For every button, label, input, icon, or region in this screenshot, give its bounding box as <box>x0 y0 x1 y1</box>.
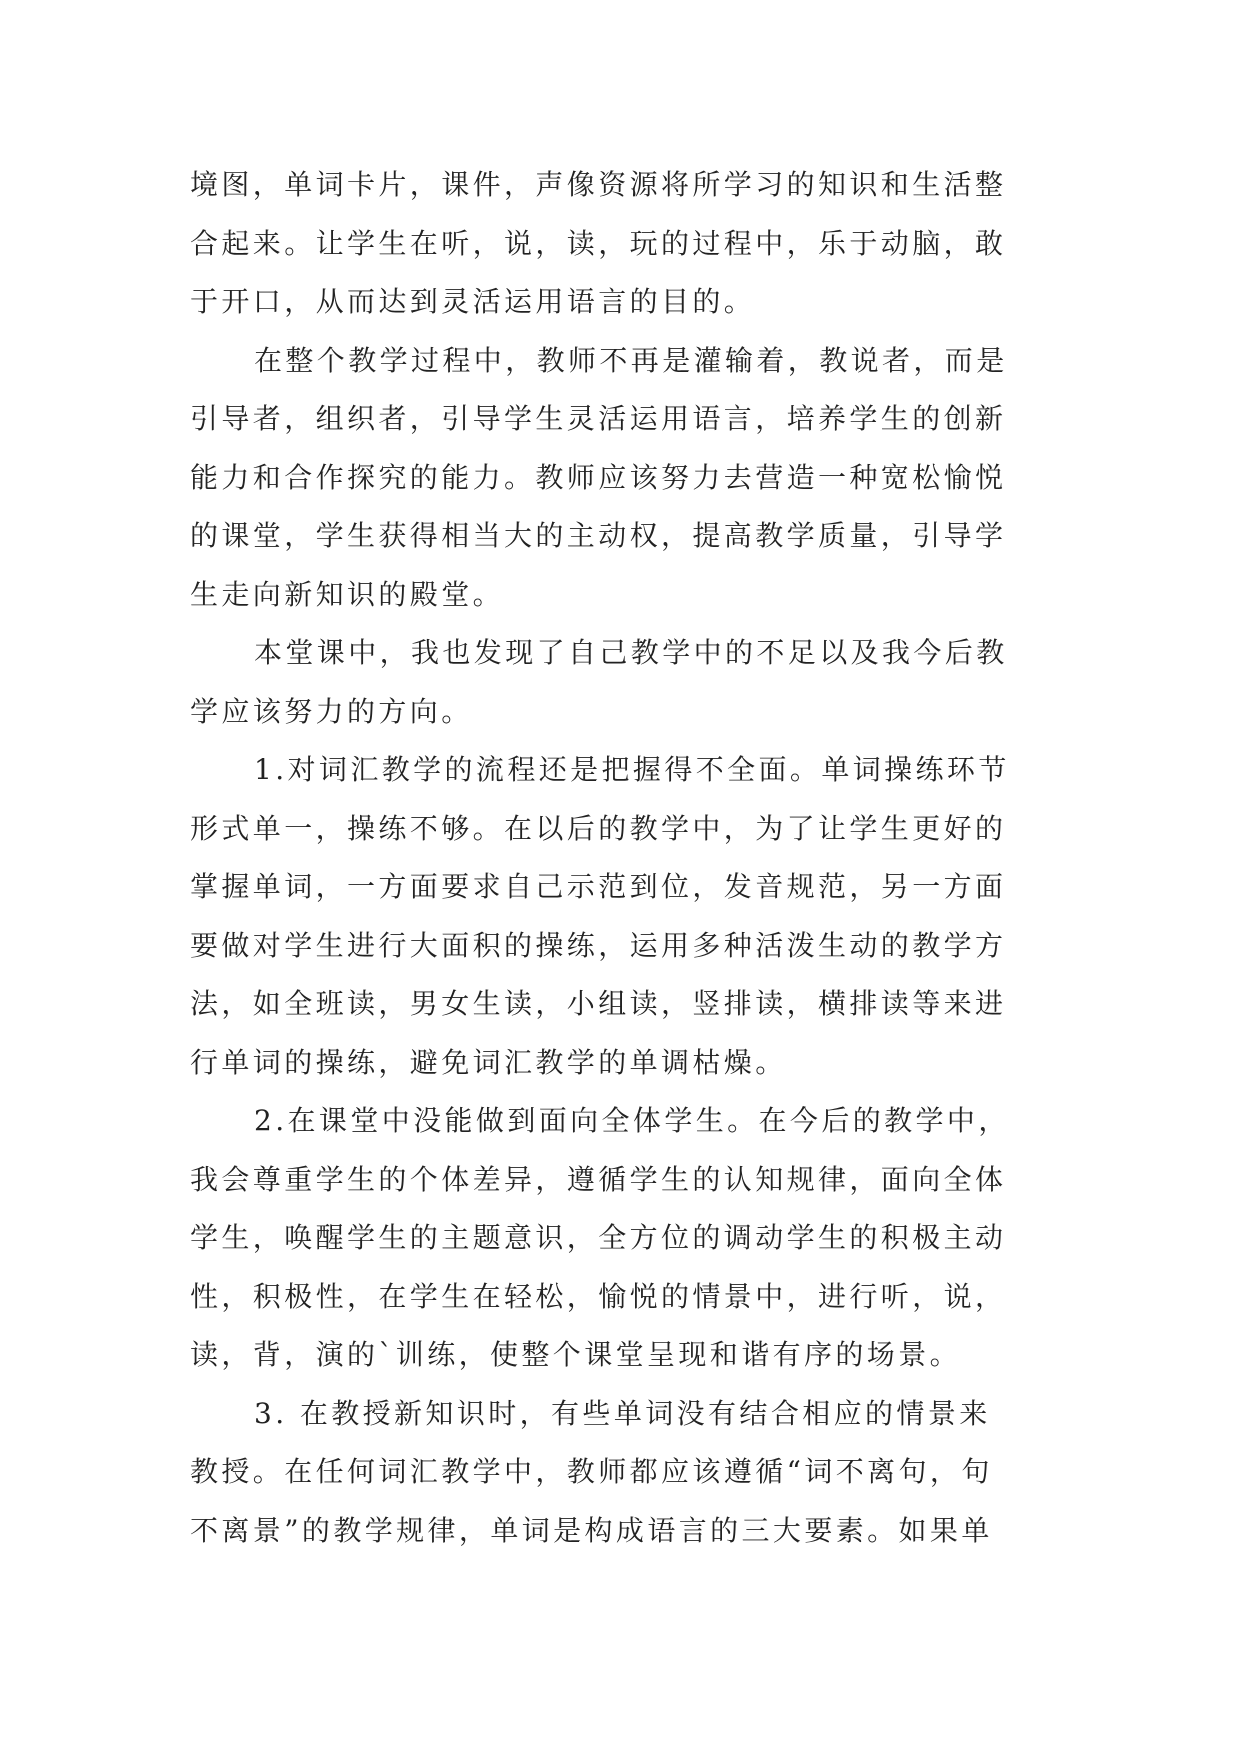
text-line: 法，如全班读，男女生读，小组读，竖排读，横排读等来进 <box>190 987 1007 1020</box>
text-line: 生走向新知识的殿堂。 <box>190 577 505 611</box>
text-line: 教授。在任何词汇教学中，教师都应该遵循“词不离句，句 <box>190 1455 993 1488</box>
text-line: 学应该努力的方向。 <box>190 694 473 728</box>
paragraph-start-line: 1.对词汇教学的流程还是把握得不全面。单词操练环节 <box>254 753 1010 786</box>
paragraph-start-line: 在整个教学过程中，教师不再是灌输着，教说者，而是 <box>254 343 1008 377</box>
text-line: 形式单一，操练不够。在以后的教学中，为了让学生更好的 <box>190 811 1007 845</box>
text-line: 学生，唤醒学生的主题意识，全方位的调动学生的积极主动 <box>190 1221 1007 1254</box>
text-line: 性，积极性，在学生在轻松，愉悦的情景中，进行听，说， <box>190 1279 1007 1313</box>
document-body <box>190 156 1050 1560</box>
text-line: 的课堂，学生获得相当大的主动权，提高教学质量，引导学 <box>190 519 1007 552</box>
paragraph-start-line: 3. 在教授新知识时，有些单词没有结合相应的情景来 <box>254 1396 991 1430</box>
text-line: 于开口，从而达到灵活运用语言的目的。 <box>190 285 756 318</box>
text-line: 能力和合作探究的能力。教师应该努力去营造一种宽松愉悦 <box>190 460 1007 494</box>
text-line: 境图，单词卡片，课件，声像资源将所学习的知识和生活整 <box>190 168 1007 201</box>
text-line: 行单词的操练，避免词汇教学的单调枯燥。 <box>190 1045 787 1079</box>
text-line: 读，背，演的`训练，使整个课堂呈现和谐有序的场景。 <box>190 1338 962 1371</box>
text-line: 掌握单词，一方面要求自己示范到位，发音规范，另一方面 <box>190 870 1007 903</box>
text-line: 我会尊重学生的个体差异，遵循学生的认知规律，面向全体 <box>190 1162 1007 1196</box>
text-line: 不离景”的教学规律，单词是构成语言的三大要素。如果单 <box>190 1513 993 1547</box>
text-line: 要做对学生进行大面积的操练，运用多种活泼生动的教学方 <box>190 928 1007 962</box>
paragraph-start-line: 2.在课堂中没能做到面向全体学生。在今后的教学中， <box>254 1104 1010 1137</box>
text-line: 合起来。让学生在听，说，读，玩的过程中，乐于动脑，敢 <box>190 226 1007 260</box>
paragraph-start-line: 本堂课中，我也发现了自己教学中的不足以及我今后教 <box>254 636 1008 669</box>
text-line: 引导者，组织者，引导学生灵活运用语言，培养学生的创新 <box>190 402 1007 435</box>
